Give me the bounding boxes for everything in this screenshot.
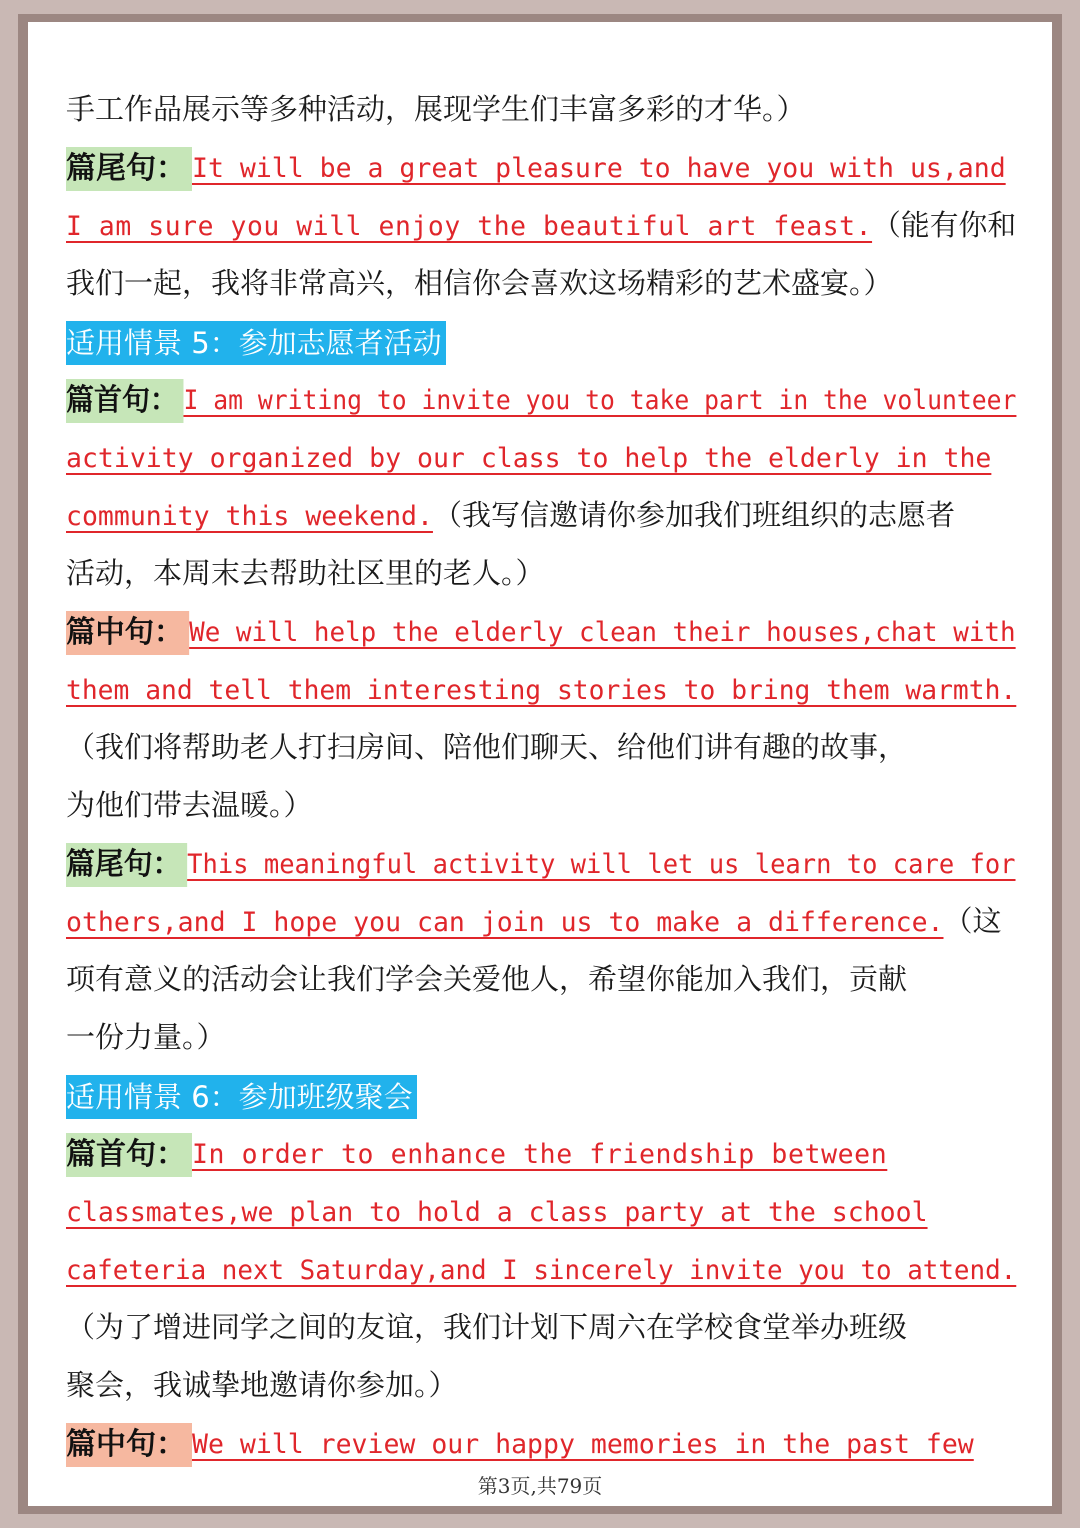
- text-line: [66, 544, 1016, 602]
- text-line: [66, 950, 1016, 1008]
- opening-sentence-line: [66, 370, 1017, 428]
- scenario-5-heading: 适用情景 5：参加志愿者活动: [66, 321, 446, 365]
- chinese-translation: （我写信邀请你参加我们班组织的志愿者: [432, 498, 955, 532]
- document-page: [28, 22, 1052, 1506]
- text-line: [66, 254, 1016, 312]
- scenario-heading-line: [66, 312, 1016, 370]
- chinese-translation: 一份力量。）: [66, 1020, 226, 1054]
- text-line: [66, 1298, 1016, 1356]
- chinese-translation: 聚会，我诚挚地邀请你参加。）: [66, 1368, 458, 1402]
- chinese-translation: 我们一起，我将非常高兴，相信你会喜欢这场精彩的艺术盛宴。）: [66, 266, 893, 300]
- page-content: [66, 80, 1016, 1472]
- text-line: [66, 1182, 1016, 1240]
- text-line: [66, 1008, 1016, 1066]
- english-sentence: them and tell them interesting stories to bring them warmth.: [66, 675, 1017, 706]
- middle-sentence-line: [66, 602, 1016, 660]
- english-sentence: others,and I hope you can join us to make a difference.: [66, 907, 944, 938]
- chinese-translation: （能有你和: [872, 208, 1017, 242]
- text-line: [66, 486, 1016, 544]
- chinese-translation: （我们将帮助老人打扫房间、陪他们聊天、给他们讲有趣的故事，: [66, 730, 908, 764]
- closing-sentence-label: 篇尾句：: [66, 147, 192, 191]
- english-sentence: I am sure you will enjoy the beautiful art feast.: [66, 211, 873, 242]
- middle-sentence-label: 篇中句：: [66, 1423, 192, 1467]
- middle-sentence-label: 篇中句：: [66, 611, 189, 655]
- chinese-translation: 项有意义的活动会让我们学会关爱他人，希望你能加入我们，贡献: [66, 962, 908, 996]
- text-line: [66, 660, 1017, 718]
- chinese-translation: 活动，本周末去帮助社区里的老人。）: [66, 556, 545, 590]
- text-line: [66, 1356, 1016, 1414]
- text-line: [66, 1240, 1017, 1298]
- text-line: [66, 718, 1016, 776]
- text-line: [66, 776, 1016, 834]
- text-line: [66, 196, 1017, 254]
- opening-sentence-label: 篇首句：: [66, 379, 183, 423]
- text-line: [66, 428, 1016, 486]
- chinese-translation: 为他们带去温暖。）: [66, 788, 313, 822]
- english-sentence: cafeteria next Saturday,and I sincerely invite you to attend.: [66, 1255, 1017, 1286]
- chinese-translation: （为了增进同学之间的友谊，我们计划下周六在学校食堂举办班级: [66, 1310, 908, 1344]
- opening-sentence-line: [66, 1124, 1016, 1182]
- text-line: [66, 892, 1016, 950]
- text-line: [66, 80, 1016, 138]
- english-sentence: activity organized by our class to help the elderly in the: [66, 443, 992, 474]
- english-sentence: I am writing to invite you to take part in the volunteer: [183, 385, 1017, 416]
- english-sentence: This meaningful activity will let us learn to care for: [187, 849, 1016, 880]
- closing-sentence-line: [66, 834, 1016, 892]
- chinese-text: 手工作品展示等多种活动，展现学生们丰富多彩的才华。）: [66, 92, 806, 126]
- english-sentence: community this weekend.: [66, 501, 433, 532]
- english-sentence: In order to enhance the friendship between: [192, 1139, 888, 1170]
- middle-sentence-line: [66, 1414, 1016, 1472]
- closing-sentence-line: [66, 138, 1016, 196]
- english-sentence: classmates,we plan to hold a class party at the school: [66, 1197, 928, 1228]
- english-sentence: We will review our happy memories in the past few: [192, 1429, 974, 1460]
- english-sentence: It will be a great pleasure to have you with us,and: [192, 153, 1006, 184]
- scenario-6-heading: 适用情景 6：参加班级聚会: [66, 1075, 417, 1119]
- scenario-heading-line: [66, 1066, 1016, 1124]
- page-number-footer: 第3页,共79页: [477, 1474, 603, 1498]
- opening-sentence-label: 篇首句：: [66, 1133, 192, 1177]
- chinese-translation: （这: [943, 904, 1002, 938]
- english-sentence: We will help the elderly clean their houses,chat with: [189, 617, 1016, 648]
- closing-sentence-label: 篇尾句：: [66, 843, 187, 887]
